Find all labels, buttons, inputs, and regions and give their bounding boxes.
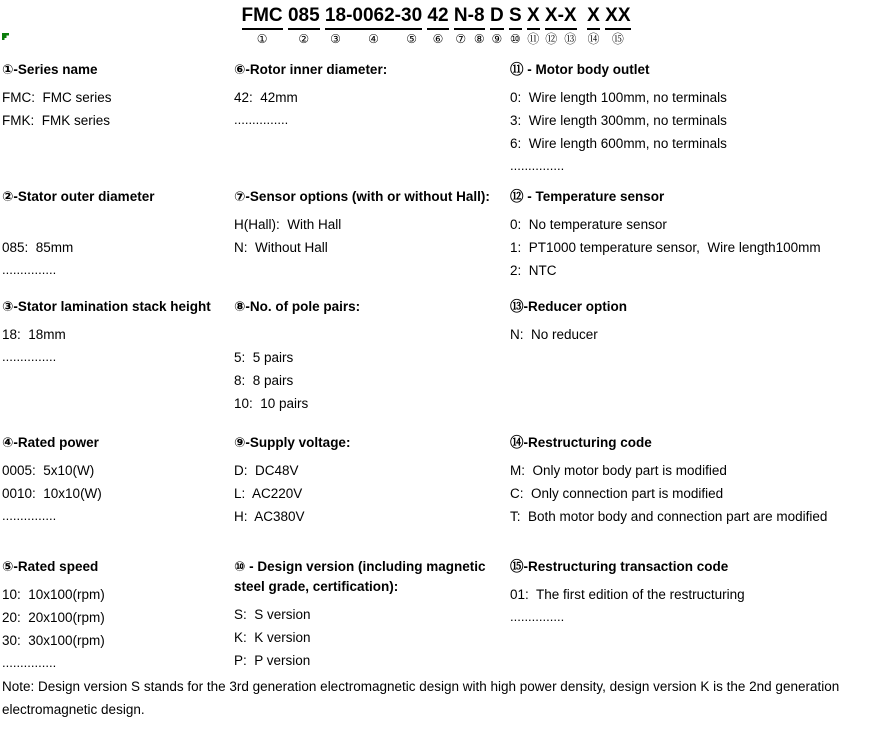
ellipsis-line: ............... bbox=[2, 349, 57, 364]
section-4 bbox=[2, 433, 234, 557]
code-segment-text: X bbox=[587, 4, 600, 30]
section-12 bbox=[510, 187, 870, 297]
section-item: 01: The first edition of the restructuring bbox=[510, 587, 745, 602]
code-segment-text: 42 bbox=[427, 4, 448, 30]
section-item: P: P version bbox=[234, 653, 311, 668]
section-10 bbox=[234, 557, 510, 673]
note-text: Note: Design version S stands for the 3rd generation electromagnetic design with high power density, design version K is the 2nd generation electromagnetic design. bbox=[2, 679, 840, 717]
code-segment-text: 18 bbox=[325, 4, 346, 30]
code-segment-number: ⑭ bbox=[587, 32, 600, 46]
section-11 bbox=[510, 60, 870, 187]
section-13 bbox=[510, 297, 870, 433]
code-segment-number: ③ bbox=[330, 32, 341, 46]
section-6 bbox=[234, 60, 510, 187]
section-heading: ②-Stator outer diameter bbox=[2, 189, 155, 204]
code-segment-number: ⑬ bbox=[564, 32, 577, 46]
code-segment-text: - bbox=[558, 4, 564, 30]
code-segment-text: X bbox=[527, 4, 540, 30]
blank-line bbox=[234, 323, 510, 346]
code-segment bbox=[352, 4, 394, 47]
code-segment-text bbox=[577, 4, 588, 28]
code-segment-text: X bbox=[564, 4, 577, 30]
code-segment-text: 085 bbox=[288, 4, 320, 30]
code-segment-text: 8 bbox=[474, 4, 485, 30]
code-segment-number: ⑦ bbox=[455, 32, 467, 46]
code-segment-text: XX bbox=[605, 4, 630, 30]
section-5 bbox=[2, 557, 234, 673]
section-heading: ⑬-Reducer option bbox=[510, 299, 627, 314]
code-segment-text: S bbox=[509, 4, 522, 30]
code-segment-text: 30 bbox=[401, 4, 422, 30]
code-segment-number: ② bbox=[298, 32, 310, 46]
section-heading: ⑩ - Design version (including magnetic steel grade, certification): bbox=[234, 559, 486, 594]
code-segment-text: X bbox=[545, 4, 558, 30]
section-item: H: AC380V bbox=[234, 509, 305, 524]
code-segment bbox=[564, 4, 577, 47]
section-heading: ⑧-No. of pole pairs: bbox=[234, 299, 361, 314]
ellipsis-line: ............... bbox=[510, 609, 565, 624]
section-9 bbox=[234, 433, 510, 557]
section-item: M: Only motor body part is modified bbox=[510, 463, 727, 478]
code-segment bbox=[605, 4, 630, 47]
section-heading: ⑦-Sensor options (with or without Hall): bbox=[234, 189, 490, 204]
section-heading: ⑪ - Motor body outlet bbox=[510, 62, 650, 77]
blank-line bbox=[2, 213, 234, 236]
code-segment-number: ④ bbox=[368, 32, 379, 46]
section-item: H(Hall): With Hall bbox=[234, 217, 342, 232]
code-segment bbox=[490, 4, 504, 47]
section-item: 10: 10x100(rpm) bbox=[2, 587, 105, 602]
section-heading: ③-Stator lamination stack height bbox=[2, 299, 211, 314]
section-item: N: Without Hall bbox=[234, 240, 328, 255]
ellipsis-line: ............... bbox=[234, 112, 289, 127]
code-segment bbox=[454, 4, 468, 47]
section-item: 18: 18mm bbox=[2, 327, 66, 342]
section-14 bbox=[510, 433, 870, 557]
code-segment bbox=[587, 4, 600, 47]
code-segment bbox=[401, 4, 422, 47]
section-1 bbox=[2, 60, 234, 187]
code-segment-text: 0062 bbox=[352, 4, 394, 30]
sections-grid bbox=[0, 60, 872, 673]
code-segment bbox=[545, 4, 558, 47]
section-item: 10: 10 pairs bbox=[234, 396, 309, 411]
section-heading: ⑥-Rotor inner diameter: bbox=[234, 62, 388, 77]
section-heading: ④-Rated power bbox=[2, 435, 99, 450]
section-3 bbox=[2, 297, 234, 433]
section-item: 20: 20x100(rpm) bbox=[2, 610, 105, 625]
code-segment-text: D bbox=[490, 4, 504, 30]
green-marker-icon bbox=[2, 28, 10, 46]
code-segment bbox=[527, 4, 540, 47]
code-segment-number: ⑥ bbox=[432, 32, 444, 46]
section-heading: ⑮-Restructuring transaction code bbox=[510, 559, 729, 574]
code-segment-number: ⑩ bbox=[509, 32, 521, 46]
code-segment-number: ⑪ bbox=[527, 32, 540, 46]
code-segment-number: ⑤ bbox=[406, 32, 417, 46]
code-segment-number: ⑮ bbox=[611, 32, 624, 46]
section-item: 0: No temperature sensor bbox=[510, 217, 667, 232]
section-heading: ⑤-Rated speed bbox=[2, 559, 99, 574]
code-segment-number: ① bbox=[256, 32, 268, 46]
section-item: 8: 8 pairs bbox=[234, 373, 294, 388]
section-item: C: Only connection part is modified bbox=[510, 486, 724, 501]
section-heading: ⑭-Restructuring code bbox=[510, 435, 652, 450]
section-2 bbox=[2, 187, 234, 297]
section-item: 0010: 10x10(W) bbox=[2, 486, 102, 501]
section-item: S: S version bbox=[234, 607, 311, 622]
code-segment-number: ⑨ bbox=[491, 32, 503, 46]
code-segment bbox=[577, 4, 588, 30]
section-heading: ①-Series name bbox=[2, 62, 98, 77]
code-segment bbox=[509, 4, 522, 47]
section-15 bbox=[510, 557, 870, 673]
ellipsis-line: ............... bbox=[2, 655, 57, 670]
code-segment bbox=[288, 4, 320, 47]
section-item: N: No reducer bbox=[510, 327, 598, 342]
ellipsis-line: ............... bbox=[2, 508, 57, 523]
section-item: 0: Wire length 100mm, no terminals bbox=[510, 90, 727, 105]
code-segment bbox=[427, 4, 448, 47]
section-heading: ⑫ - Temperature sensor bbox=[510, 189, 665, 204]
section-item: FMK: FMK series bbox=[2, 113, 111, 128]
code-segment-number: ⑧ bbox=[473, 32, 485, 46]
code-segment-text: - bbox=[395, 4, 401, 30]
section-item: 42: 42mm bbox=[234, 90, 298, 105]
section-item: 6: Wire length 600mm, no terminals bbox=[510, 136, 727, 151]
section-item: 2: NTC bbox=[510, 263, 557, 278]
section-7 bbox=[234, 187, 510, 297]
ellipsis-line: ............... bbox=[2, 262, 57, 277]
model-code-header bbox=[0, 0, 872, 47]
model-code bbox=[242, 4, 631, 47]
ellipsis-line: ............... bbox=[510, 158, 565, 173]
section-item: 0005: 5x10(W) bbox=[2, 463, 95, 478]
code-segment bbox=[242, 4, 283, 47]
section-8 bbox=[234, 297, 510, 433]
code-segment bbox=[325, 4, 346, 47]
section-item: T: Both motor body and connection part are modified bbox=[510, 509, 828, 524]
section-item: 1: PT1000 temperature sensor, Wire length100mm bbox=[510, 240, 821, 255]
code-segment-text: FMC bbox=[242, 4, 283, 30]
section-heading: ⑨-Supply voltage: bbox=[234, 435, 351, 450]
code-segment bbox=[474, 4, 485, 47]
section-item: FMC: FMC series bbox=[2, 90, 112, 105]
section-item: 3: Wire length 300mm, no terminals bbox=[510, 113, 727, 128]
section-item: D: DC48V bbox=[234, 463, 299, 478]
section-item: 085: 85mm bbox=[2, 240, 74, 255]
code-segment-text: - bbox=[346, 4, 352, 30]
code-segment-text: N bbox=[454, 4, 468, 30]
section-item: K: K version bbox=[234, 630, 311, 645]
section-item: 30: 30x100(rpm) bbox=[2, 633, 105, 648]
section-item: 5: 5 pairs bbox=[234, 350, 294, 365]
code-segment-number: ⑫ bbox=[545, 32, 558, 46]
code-segment-text: - bbox=[468, 4, 474, 30]
section-item: L: AC220V bbox=[234, 486, 303, 501]
